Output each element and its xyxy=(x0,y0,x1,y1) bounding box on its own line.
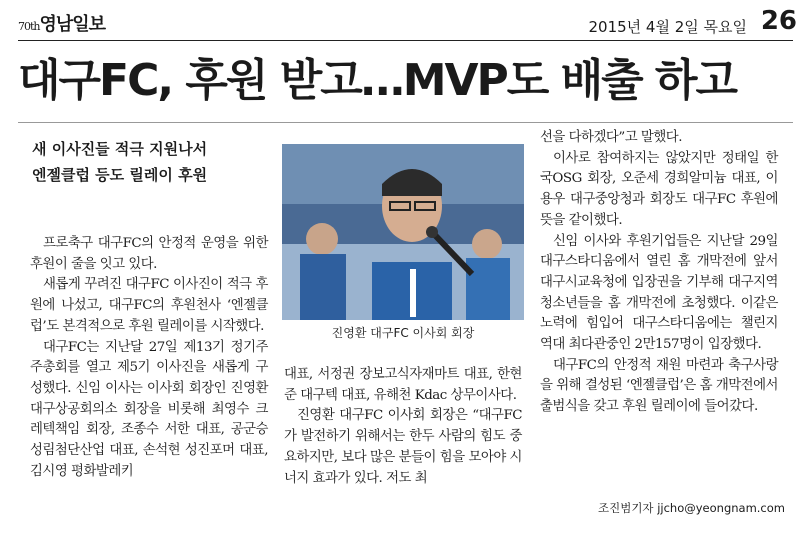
issue-date: 2015년 4월 2일 목요일 xyxy=(588,18,747,36)
subheadline-line-2: 엔젤클럽 등도 릴레이 후원 xyxy=(32,166,208,184)
article-subheadline xyxy=(32,136,272,188)
paragraph: 대구FC는 지난달 27일 제13기 정기주주총회를 열고 제5기 이사진을 새롭게 구성했다. 신임 이사는 이사회 회장인 진영환 대구상공회의소 회장을 비롯해 최영수 크레텍책임 회장, 조종수 서한 대표, 공군승 성림첨단산업 대표, 손석현 성진포머 대표, 김시영 평화발레키 xyxy=(30,339,268,479)
paragraph: 선을 다하겠다”고 말했다. xyxy=(540,130,682,145)
subheadline-line-1: 새 이사진들 적극 지원나서 xyxy=(32,140,208,158)
article-photo xyxy=(282,144,524,320)
paragraph: 대표, 서정권 장보고식자재마트 대표, 한현준 대구텍 대표, 유해천 Kdac 상무이사다. xyxy=(284,367,522,403)
page-number: 26 xyxy=(760,6,797,36)
logo-text: 영남일보 xyxy=(39,14,106,35)
headline-divider xyxy=(18,122,793,123)
reporter-byline: 조진범기자 jjcho@yeongnam.com xyxy=(598,501,785,515)
paragraph: 이사로 참여하지는 않았지만 정태일 한국OSG 회장, 오준세 경희알미늄 대표, 이용우 대구중앙청과 회장도 대구FC 후원에 뜻을 같이했다. xyxy=(540,150,778,228)
masthead-divider xyxy=(18,40,793,41)
newspaper-logo xyxy=(18,10,105,36)
article-column-3 xyxy=(540,128,778,418)
photo-caption: 진영환 대구FC 이사회 회장 xyxy=(331,326,475,340)
paragraph: 진영환 대구FC 이사회 회장은 “대구FC가 발전하기 위해서는 한두 사람의 힘도 중요하지만, 보다 많은 분들이 힘을 모아야 시너지 효과가 있다. 저도 최 xyxy=(284,408,522,486)
paragraph: 신임 이사와 후원기업들은 지난달 29일 대구스타디움에서 열린 홈 개막전에 앞서 대구시교육청에 입장권을 기부해 대구지역 청소년들을 홈 개막전에 초청했다. 이같은 노력에 힘입어 대구스타디움에는 챌린지 역대 최다관중인 2만157명이 입장했다. xyxy=(540,233,778,353)
paragraph: 대구FC의 안정적 재원 마련과 축구사랑을 위해 결성된 ‘엔젤클럽’은 홈 개막전에서 출범식을 갖고 후원 릴레이에 들어갔다. xyxy=(540,357,778,415)
logo-anniversary: 70th xyxy=(18,20,40,33)
masthead xyxy=(8,6,797,36)
article-column-2 xyxy=(284,365,522,489)
paragraph: 새롭게 꾸려진 대구FC 이사진이 적극 후원에 나섰고, 대구FC의 후원천사 ‘엔젤클럽’도 본격적으로 후원 릴레이를 시작했다. xyxy=(30,277,268,334)
paragraph: 프로축구 대구FC의 안정적 운영을 위한 후원이 줄을 잇고 있다. xyxy=(30,236,268,272)
photo-illustration xyxy=(282,144,524,320)
article-headline: 대구FC, 후원 받고…MVP도 배출 하고 xyxy=(18,55,736,106)
article-column-1 xyxy=(30,234,268,482)
